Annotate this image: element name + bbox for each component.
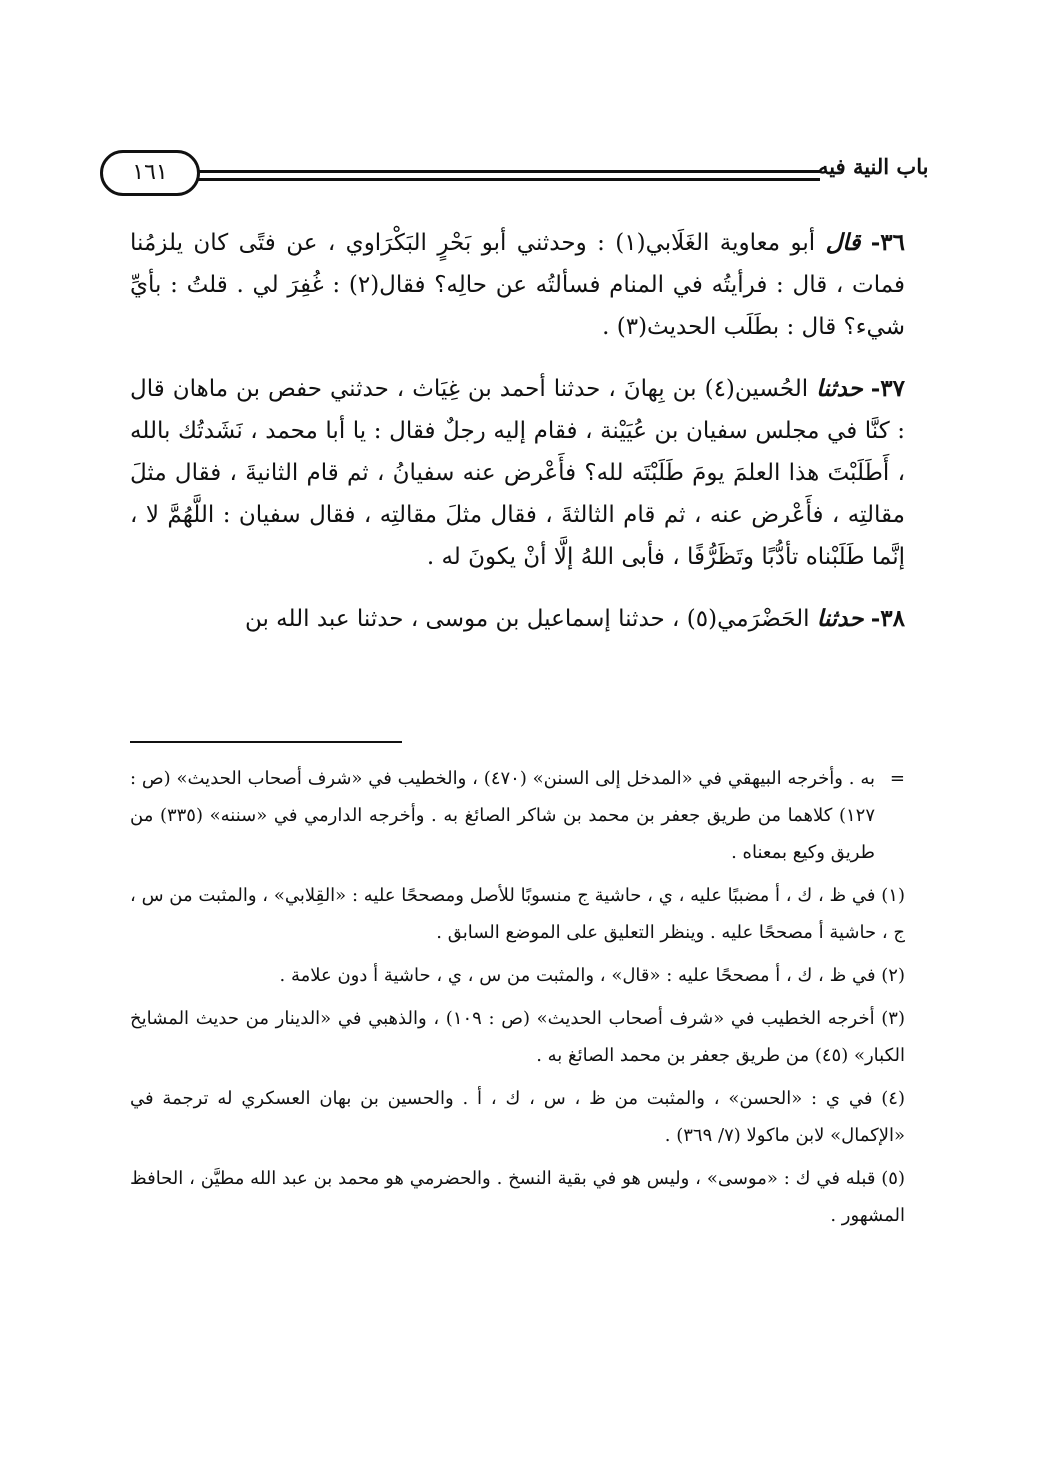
hadith-text: أبو معاوية الغَلَابي(١) : وحدثني أبو بَحْرٍ البَكْرَاوي ، عن فتًى كان يلزمُنا فمات ، قال : فرأيتُه في المنام فسألتُه عن حالِه؟ فقال(٢) : غُفِرَ لي . قلتُ : بأيِّ شيء؟ قال : بطَلَب الحديث(٣) . [130,230,905,340]
continuation-mark: = [889,768,905,789]
header-rule-top [198,170,820,173]
footnote-text: به . وأخرجه البيهقي في «المدخل إلى السنن» (٤٧٠) ، والخطيب في «شرف أصحاب الحديث» (ص : ١٢٧) كلاهما من طريق جعفر بن محمد بن شاكر الصائغ به . وأخرجه الدارمي في «سننه» (٣٣٥) من طريق وكيع بمعناه . [130,768,875,863]
hadith-text: الحَضْرَمي(٥) ، حدثنا إسماعيل بن موسى ، حدثنا عبد الله بن [244,606,810,632]
footnotes [130,760,905,1240]
hadith-38 [130,598,905,640]
hadith-36 [130,222,905,348]
footnote-5: (٥) قبله في ك : «موسى» ، وليس هو في بقية النسخ . والحضرمي هو محمد بن عبد الله مطيَّن ، الحافظ المشهور . [130,1168,905,1226]
hadith-number: ٣٨- [870,605,905,632]
hadith-lead-word: قال [825,229,861,256]
hadith-number: ٣٦- [870,229,905,256]
footnote-3: (٣) أخرجه الخطيب في «شرف أصحاب الحديث» (ص : ١٠٩) ، والذهبي في «الدينار من حديث المشايخ الكبار» (٤٥) من طريق جعفر بن محمد الصائغ به . [130,1008,905,1066]
hadith-text: الحُسين(٤) بن بِهانَ ، حدثنا أحمد بن غِيَاث ، حدثني حفص بن ماهان قال : كنَّا في مجلس سفيان بن عُيَيْنة ، فقام إليه رجلٌ فقال : يا أبا محمد ، نَشَدتُك بالله ، أَطَلَبْتَ هذا العلمَ يومَ طَلَبْتَه لله؟ فأَعْرض عنه سفيانُ ، ثم قام الثانيةَ ، فقال مثلَ مقالتِه ، فأَعْرض عنه ، ثم قام الثالثةَ ، فقال مثلَ مقالتِه ، فقال سفيان : اللَّهُمَّ لا ، إنَّما طَلَبْناه تأدُّبًا وتَظَرُّفًا ، فأبى اللهُ إلَّا أنْ يكونَ له . [130,376,905,570]
hadith-lead-word: حدثنا [816,605,864,632]
footnote-4: (٤) في ي : «الحسن» ، والمثبت من ظ ، س ، ك ، أ . والحسين بن بهان العسكري له ترجمة في «الإكمال» لابن ماكولا (٧/ ٣٦٩) . [130,1088,905,1146]
header-rule-bottom [198,178,820,181]
main-text [130,222,905,660]
footnote-1: (١) في ظ ، ك ، أ مضببًا عليه ، ي ، حاشية ج منسوبًا للأصل ومصححًا عليه : «القِلابي» ، والمثبت من س ، ج ، حاشية أ مصححًا عليه . وينظر التعليق على الموضع السابق . [130,885,905,943]
hadith-number: ٣٧- [870,375,906,402]
chapter-title: باب النية فيه [818,154,929,179]
hadith-lead-word: حدثنا [816,375,863,402]
page-header [100,150,929,200]
page-number: ١٦١ [100,150,200,196]
hadith-37 [130,368,905,578]
footnote-continuation [130,760,905,871]
footnote-2: (٢) في ظ ، ك ، أ مصححًا عليه : «قال» ، والمثبت من س ، ي ، حاشية أ دون علامة . [279,965,905,986]
footnote-separator [130,741,402,743]
